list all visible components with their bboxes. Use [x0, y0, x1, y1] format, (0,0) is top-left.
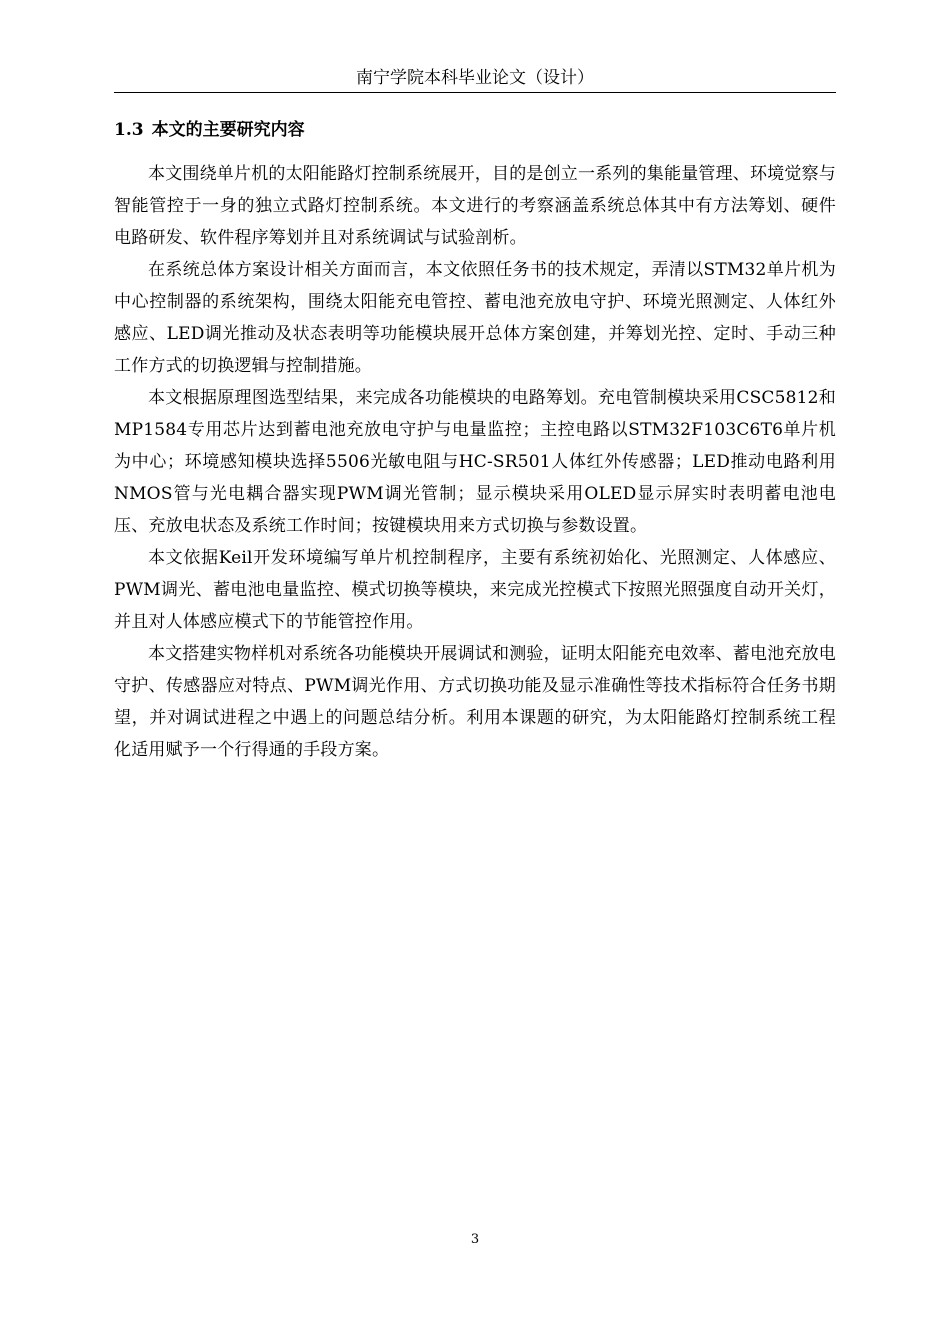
paragraph-2: 在系统总体方案设计相关方面而言，本文依照任务书的技术规定，弄清以STM32单片机为中心控制器的系统架构，围绕太阳能充电管控、蓄电池充放电守护、环境光照测定、人体红外感应、LED调光推动及状态表明等功能模块展开总体方案创建，并筹划光控、定时、手动三种工作方式的切换逻辑与控制措施。	[114, 260, 836, 376]
section-heading	[114, 116, 836, 144]
paragraph-5: 本文搭建实物样机对系统各功能模块开展调试和测验，证明太阳能充电效率、蓄电池充放电守护、传感器应对特点、PWM调光作用、方式切换功能及显示准确性等技术指标符合任务书期望，并对调试进程之中遇上的问题总结分析。利用本课题的研究，为太阳能路灯控制系统工程化适用赋予一个行得通的手段方案。	[114, 644, 836, 760]
page-header: 南宁学院本科毕业论文（设计）	[356, 68, 594, 88]
paragraph-1: 本文围绕单片机的太阳能路灯控制系统展开，目的是创立一系列的集能量管理、环境觉察与智能管控于一身的独立式路灯控制系统。本文进行的考察涵盖系统总体其中有方法筹划、硬件电路研发、软件程序筹划并且对系统调试与试验剖析。	[114, 164, 836, 248]
paragraph-3: 本文根据原理图选型结果，来完成各功能模块的电路筹划。充电管制模块采用CSC5812和MP1584专用芯片达到蓄电池充放电守护与电量监控；主控电路以STM32F103C6T6单片机为中心；环境感知模块选择5506光敏电阻与HC-SR501人体红外传感器；LED推动电路利用NMOS管与光电耦合器实现PWM调光管制；显示模块采用OLED显示屏实时表明蓄电池电压、充放电状态及系统工作时间；按键模块用来方式切换与参数设置。	[114, 388, 836, 536]
body-text	[114, 158, 836, 766]
section-number: 1.3	[114, 120, 144, 140]
header-rule	[114, 92, 836, 93]
page-number: 3	[470, 1232, 480, 1247]
section-title: 本文的主要研究内容	[151, 120, 305, 140]
paragraph-4: 本文依据Keil开发环境编写单片机控制程序，主要有系统初始化、光照测定、人体感应、PWM调光、蓄电池电量监控、模式切换等模块，来完成光控模式下按照光照强度自动开关灯，并且对人体感应模式下的节能管控作用。	[114, 548, 836, 632]
